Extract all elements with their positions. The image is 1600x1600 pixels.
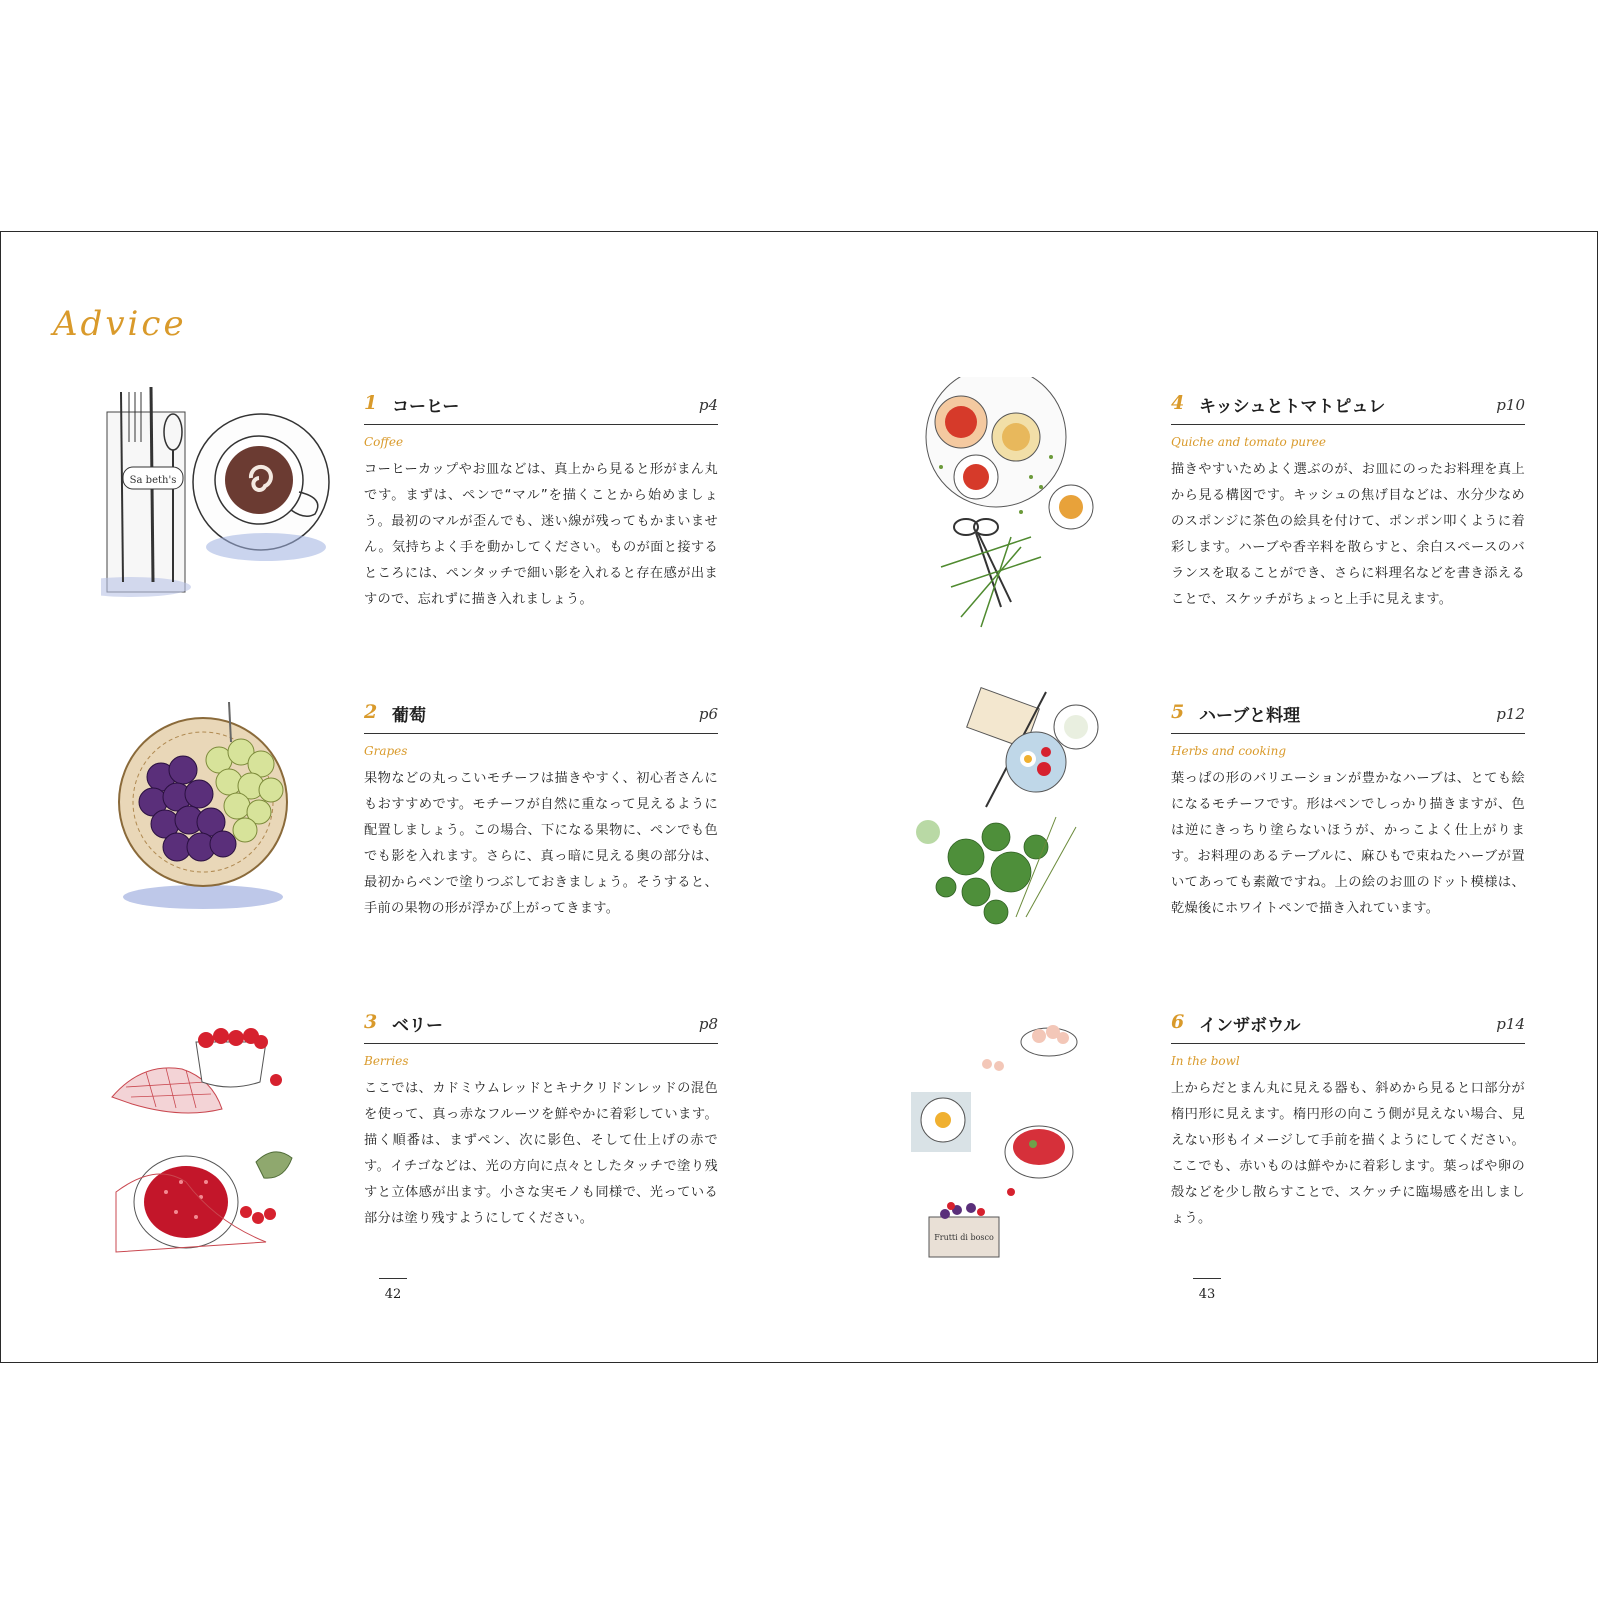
- entry-english-title: Herbs and cooking: [1171, 744, 1287, 758]
- entry-quiche: [1171, 390, 1525, 613]
- entry-number: 6: [1171, 1011, 1185, 1033]
- grapes-illustration: [111, 702, 301, 912]
- entry-grapes: [364, 699, 718, 922]
- entry-title: ベリー: [392, 1016, 443, 1036]
- page-number: 42: [384, 1287, 402, 1302]
- advice-heading: Advice: [53, 304, 187, 344]
- page-reference: p14: [1496, 1015, 1525, 1033]
- entry-english-title: In the bowl: [1171, 1054, 1240, 1068]
- page-reference: p6: [698, 705, 718, 723]
- berries-illustration: [106, 1002, 316, 1262]
- entry-header: [364, 390, 718, 425]
- entry-number: 3: [364, 1011, 378, 1033]
- napkin-label: Sa beth's: [129, 475, 177, 486]
- entry-berries: [364, 1009, 718, 1232]
- entry-body: 描きやすいためよく選ぶのが、お皿にのったお料理を真上から見る構図です。キッシュの焦げ目などは、水分少なめのスポンジに茶色の絵具を付けて、ポンポン叩くように着彩します。ハーブや香辛料を散らすと、余白スペースのバランスを取ることができ、さらに料理名などを書き添えることで、スケッチがちょっと上手に見えます。: [1171, 462, 1525, 607]
- entry-title: 葡萄: [392, 706, 426, 726]
- entry-number: 4: [1171, 392, 1185, 414]
- entry-english-title: Grapes: [364, 744, 408, 758]
- herbs-illustration: [916, 677, 1116, 947]
- entry-coffee: [364, 390, 718, 613]
- folio-left: [363, 1278, 423, 1302]
- entry-header: [364, 699, 718, 734]
- entry-header: [364, 1009, 718, 1044]
- entry-english-title: Quiche and tomato puree: [1171, 435, 1326, 449]
- page-reference: p10: [1496, 396, 1525, 414]
- book-spread: [0, 231, 1598, 1363]
- folio-right: [1177, 1278, 1237, 1302]
- entry-bowl: [1171, 1009, 1525, 1232]
- bowl-illustration: [911, 1002, 1111, 1272]
- entry-title: コーヒー: [392, 397, 460, 417]
- coffee-illustration: [101, 382, 331, 612]
- entry-body: コーヒーカップやお皿などは、真上から見ると形がまん丸です。まずは、ペンで“マル”を描くことから始めましょう。最初のマルが歪んでも、迷い線が残ってもかまいません。気持ちよく手を動かしてください。ものが面と接するところには、ペンタッチで細い影を入れると存在感が出ますので、忘れずに描き入れましょう。: [364, 462, 718, 607]
- folio-rule: [1193, 1278, 1221, 1279]
- box-label: Frutti di bosco: [934, 1233, 994, 1242]
- entry-number: 2: [364, 701, 378, 723]
- entry-herbs: [1171, 699, 1525, 922]
- entry-number: 5: [1171, 701, 1185, 723]
- entry-header: [1171, 699, 1525, 734]
- entry-english-title: Berries: [364, 1054, 409, 1068]
- quiche-illustration: [921, 377, 1121, 637]
- entry-body: ここでは、カドミウムレッドとキナクリドンレッドの混色を使って、真っ赤なフルーツを鮮やかに着彩しています。描く順番は、まずペン、次に影色、そして仕上げの赤です。イチゴなどは、光の方向に点々としたタッチで塗り残すと立体感が出ます。小さな実モノも同様で、光っている部分は塗り残すようにしてください。: [364, 1081, 718, 1226]
- entry-title: キッシュとトマトピュレ: [1199, 397, 1386, 417]
- entry-body: 葉っぱの形のバリエーションが豊かなハーブは、とても絵になるモチーフです。形はペンでしっかり描きますが、色は逆にきっちり塗らないほうが、かっこよく仕上がります。お料理のあるテーブルに、麻ひもで束ねたハーブが置いてあっても素敵ですね。上の絵のお皿のドット模様は、乾燥後にホワイトペンで描き入れています。: [1171, 771, 1525, 916]
- page-number: 43: [1198, 1287, 1216, 1302]
- entry-number: 1: [364, 392, 378, 414]
- entry-header: [1171, 390, 1525, 425]
- entry-title: インザボウル: [1199, 1016, 1301, 1036]
- entry-body: 上からだとまん丸に見える器も、斜めから見ると口部分が楕円形に見えます。楕円形の向こう側が見えない場合、見えない形もイメージして手前を描くようにしてください。ここでも、赤いものは鮮やかに着彩します。葉っぱや卵の殻などを少し散らすことで、スケッチに臨場感を出しましょう。: [1171, 1081, 1525, 1226]
- folio-rule: [379, 1278, 407, 1279]
- entry-title: ハーブと料理: [1199, 706, 1301, 726]
- entry-header: [1171, 1009, 1525, 1044]
- page-reference: p4: [698, 396, 718, 414]
- page-reference: p8: [698, 1015, 718, 1033]
- entry-body: 果物などの丸っこいモチーフは描きやすく、初心者さんにもおすすめです。モチーフが自然に重なって見えるように配置しましょう。この場合、下になる果物に、ペンでも色でも影を入れます。さらに、真っ暗に見える奥の部分は、最初からペンで塗りつぶしておきましょう。そうすると、手前の果物の形が浮かび上がってきます。: [364, 771, 718, 916]
- page-reference: p12: [1496, 705, 1525, 723]
- entry-english-title: Coffee: [364, 435, 404, 449]
